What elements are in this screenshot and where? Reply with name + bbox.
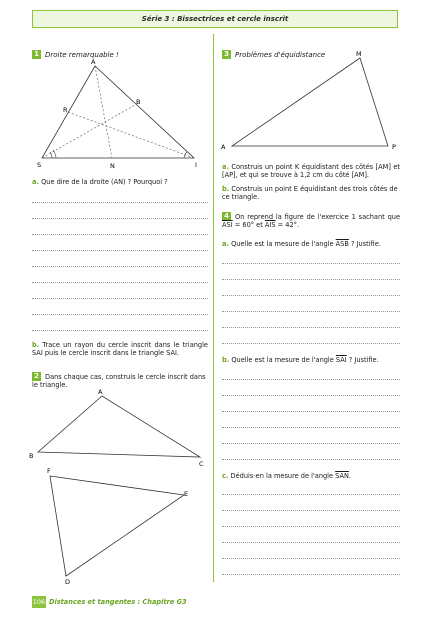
ex4-qc-prefix: c. bbox=[222, 472, 229, 480]
line-ir bbox=[68, 112, 194, 158]
ex2-figures bbox=[22, 388, 212, 588]
ex3-number: 3 bbox=[222, 50, 231, 59]
column-divider bbox=[213, 34, 214, 582]
label-tri-e: E bbox=[184, 490, 189, 498]
ex4-qc-angle: $\overline{SAN}$ bbox=[335, 472, 349, 480]
ex3-title: Problèmes d'équidistance bbox=[235, 51, 326, 59]
label-s: S bbox=[37, 161, 42, 169]
ex1-question-b bbox=[32, 341, 208, 358]
ex4c-answer-lines[interactable] bbox=[222, 484, 400, 575]
ex1-answer-lines[interactable] bbox=[32, 192, 208, 331]
ex4-number: 4 bbox=[222, 212, 231, 221]
ex2-title: Dans chaque cas, construis le cercle inscrit dans le triangle. bbox=[32, 373, 206, 390]
page-header: Série 3 : Bissectrices et cercle inscrit bbox=[32, 10, 398, 28]
ex1-qb-prefix: b. bbox=[32, 341, 40, 349]
ex4-angle-ais: $\overline{AIS}$ bbox=[264, 221, 276, 230]
label-a: A bbox=[91, 58, 96, 66]
ex4-eq1: = 60° et bbox=[232, 221, 265, 230]
label-b: B bbox=[136, 98, 141, 106]
ex2-number: 2 bbox=[32, 372, 41, 381]
ex3-qb-text: Construis un point E équidistant des trois côtés de ce triangle. bbox=[222, 185, 398, 202]
angle-mark-s1 bbox=[50, 152, 52, 158]
ex4-qa-angle: $\overline{ASB}$ bbox=[335, 240, 349, 248]
footer-chapter: Distances et tangentes : Chapitre G3 bbox=[49, 598, 187, 606]
ex4-qa-prefix: a. bbox=[222, 240, 229, 248]
ex3-question-b bbox=[222, 185, 400, 202]
ex4b-answer-lines[interactable] bbox=[222, 368, 400, 460]
ex4a-answer-lines[interactable] bbox=[222, 252, 400, 344]
ex3-figure bbox=[218, 48, 404, 154]
ex4-eq2: = 42°. bbox=[275, 221, 300, 230]
ex1-qb-text: Trace un rayon du cercle inscrit dans le triangle SAI puis le cercle inscrit dans le triangle SAI. bbox=[32, 341, 208, 358]
label-p: P bbox=[392, 143, 396, 151]
page-number: 106 bbox=[32, 598, 46, 606]
ex4-question-a bbox=[222, 240, 400, 248]
label-m: M bbox=[356, 50, 362, 58]
ex4-qa-text2: ? Justifie. bbox=[348, 240, 381, 248]
label-tri-f: F bbox=[47, 467, 51, 475]
ex4-qa-text1: Quelle est la mesure de l'angle bbox=[231, 240, 336, 248]
ex1-figure bbox=[32, 54, 207, 174]
ex3-qb-prefix: b. bbox=[222, 185, 230, 193]
ex3-question-a bbox=[222, 163, 400, 180]
label-ex3-a: A bbox=[221, 143, 226, 151]
ex4-qb-text2: ? Justifie. bbox=[346, 356, 379, 364]
triangle-fed bbox=[50, 476, 184, 576]
ex1-question-a bbox=[32, 178, 208, 186]
ex4-qc-text1: Déduis-en la mesure de l'angle bbox=[230, 472, 336, 480]
label-r: R bbox=[63, 106, 68, 114]
ex4-angle-asi: $\overline{ASI}$ bbox=[222, 221, 233, 230]
ex4-intro-text: On reprend la figure de l'exercice 1 sachant que bbox=[235, 213, 400, 221]
ex3-qa-text: Construis un point K équidistant des côtés [AM] et [AP], et qui se trouve à 1,2 cm du côté [AM]. bbox=[222, 163, 400, 180]
ex1-title: Droite remarquable ! bbox=[45, 51, 119, 59]
ex4-question-c bbox=[222, 472, 400, 480]
ex4-qb-angle: $\overline{SAI}$ bbox=[335, 356, 347, 364]
ex1-number: 1 bbox=[32, 50, 41, 59]
label-tri-b: B bbox=[29, 452, 34, 460]
label-n: N bbox=[110, 162, 115, 170]
label-i: I bbox=[195, 161, 197, 169]
ex4-question-b bbox=[222, 356, 400, 364]
ex4-intro bbox=[222, 212, 400, 230]
ex1-qa-prefix: a. bbox=[32, 178, 39, 186]
triangle-abc bbox=[38, 396, 200, 457]
ex3-qa-prefix: a. bbox=[222, 163, 229, 171]
label-tri-c: C bbox=[199, 460, 204, 468]
ex1-qa-text: Que dire de la droite (AN) ? Pourquoi ? bbox=[41, 178, 168, 186]
label-tri-a: A bbox=[98, 388, 103, 396]
ex4-qb-text1: Quelle est la mesure de l'angle bbox=[231, 356, 336, 364]
ex4-qb-prefix: b. bbox=[222, 356, 230, 364]
triangle-map bbox=[232, 58, 388, 146]
label-tri-d: D bbox=[65, 578, 71, 586]
ex4-qc-text2: . bbox=[348, 472, 352, 480]
